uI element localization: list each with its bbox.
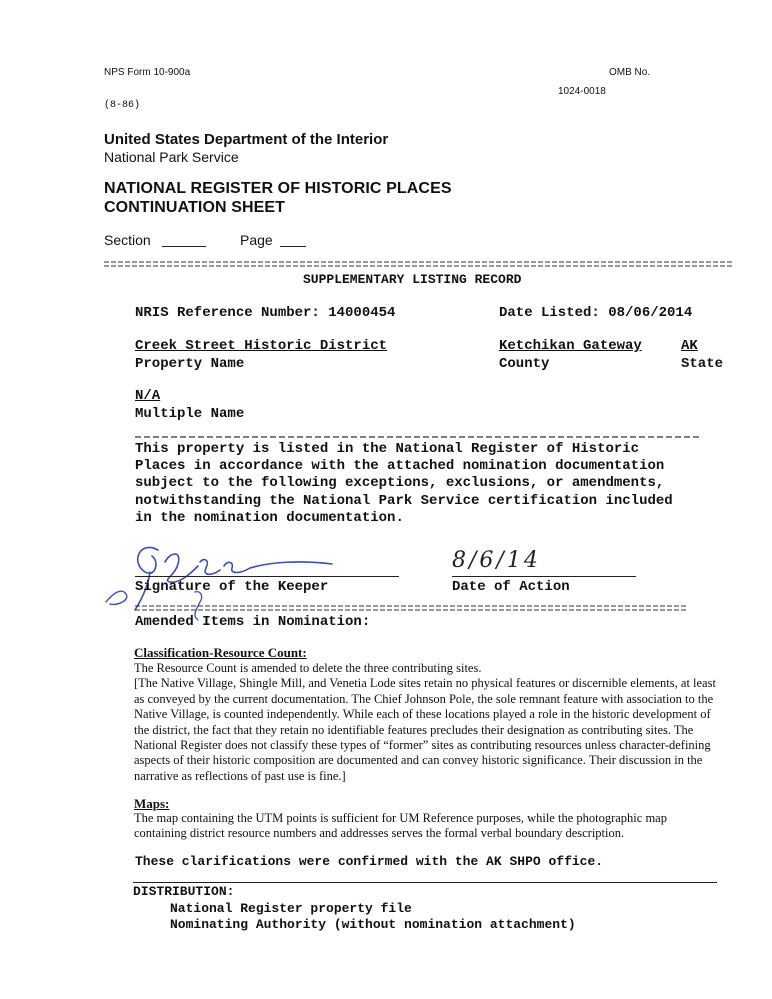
property-name: Creek Street Historic District bbox=[135, 338, 388, 354]
classification-line: aspects of their historic composition are documented and can convey historic significance. Their discussion in the bbox=[134, 753, 703, 768]
maps-heading: Maps: bbox=[134, 796, 170, 811]
form-number: NPS Form 10-900a bbox=[104, 67, 191, 78]
county-label: County bbox=[499, 356, 550, 372]
statement-line: in the nomination documentation. bbox=[135, 509, 404, 526]
statement-divider bbox=[135, 426, 700, 430]
state-label: State bbox=[681, 356, 724, 372]
record-heading: SUPPLEMENTARY LISTING RECORD bbox=[303, 272, 522, 287]
multiple-name: N/A bbox=[135, 388, 161, 404]
distribution-heading: DISTRIBUTION: bbox=[133, 884, 235, 899]
page-title: NATIONAL REGISTER OF HISTORIC PLACES bbox=[104, 180, 452, 197]
classification-line: as conveyed by the current documentation. The Chief Johnson Pole, the sole remnant feature with association to the bbox=[134, 691, 714, 706]
service-name: National Park Service bbox=[104, 149, 239, 165]
maps-text bbox=[134, 811, 734, 842]
signature-line bbox=[135, 576, 399, 577]
classification-line: the district, the fact that they retain no identifiable features precludes their designation as contributing sites. The bbox=[134, 722, 694, 737]
maps-line: containing district resource numbers and addresses serves the formal verbal boundary description. bbox=[134, 826, 625, 841]
classification-heading: Classification-Resource Count: bbox=[134, 645, 307, 660]
classification-line: narrative as reflections of past use is fine.] bbox=[134, 768, 346, 783]
multiple-name-label: Multiple Name bbox=[135, 406, 245, 422]
county-name: Ketchikan Gateway bbox=[499, 338, 642, 354]
handwritten-date: 8/6/14 bbox=[452, 548, 541, 573]
date-listed: Date Listed: 08/06/2014 bbox=[499, 305, 693, 321]
distribution-item: Nominating Authority (without nomination attachment) bbox=[170, 917, 576, 932]
page-label: Page bbox=[240, 232, 273, 248]
distribution-divider bbox=[133, 882, 717, 883]
header-divider bbox=[104, 256, 732, 265]
statement-line: Places in accordance with the attached nomination documentation bbox=[135, 458, 665, 475]
date-line bbox=[452, 576, 636, 577]
page-blank bbox=[280, 246, 306, 247]
statement-line: This property is listed in the National Register of Historic bbox=[135, 441, 640, 457]
section-blank bbox=[162, 246, 206, 247]
classification-line: The Resource Count is amended to delete the three contributing sites. bbox=[134, 661, 482, 675]
classification-line: [The Native Village, Shingle Mill, and Venetia Lode sites retain no physical features or discernible elements, at least bbox=[134, 676, 716, 691]
date-of-action-label: Date of Action bbox=[452, 579, 570, 595]
classification-line: National Register does not classify these types of “former” sites as contributing resources unless character-defining bbox=[134, 738, 711, 753]
amended-heading: Amended Items in Nomination: bbox=[135, 614, 371, 630]
department-name: United States Department of the Interior bbox=[104, 131, 389, 148]
omb-number: 1024-0018 bbox=[558, 86, 606, 97]
signature-divider bbox=[135, 600, 688, 609]
section-label: Section bbox=[104, 232, 151, 248]
maps-line: The map containing the UTM points is sufficient for UM Reference purposes, while the photographic map bbox=[134, 811, 667, 825]
page-subtitle: CONTINUATION SHEET bbox=[104, 199, 286, 216]
statement-line: subject to the following exceptions, exclusions, or amendments, bbox=[135, 475, 665, 492]
state-code: AK bbox=[681, 338, 698, 354]
form-revision: (8-86) bbox=[104, 100, 141, 111]
signature-label: Signature of the Keeper bbox=[135, 579, 329, 595]
listing-statement bbox=[135, 441, 673, 527]
statement-line: notwithstanding the National Park Service certification included bbox=[135, 492, 673, 509]
distribution-item: National Register property file bbox=[170, 901, 412, 916]
classification-text bbox=[134, 661, 734, 784]
nris-reference: NRIS Reference Number: 14000454 bbox=[135, 305, 396, 321]
confirmation-note: These clarifications were confirmed with the AK SHPO office. bbox=[135, 854, 604, 869]
property-name-label: Property Name bbox=[135, 356, 245, 372]
omb-label: OMB No. bbox=[609, 67, 651, 78]
classification-line: Native Village, is counted independently. While each of these locations played a role in the historic development of bbox=[134, 707, 711, 722]
